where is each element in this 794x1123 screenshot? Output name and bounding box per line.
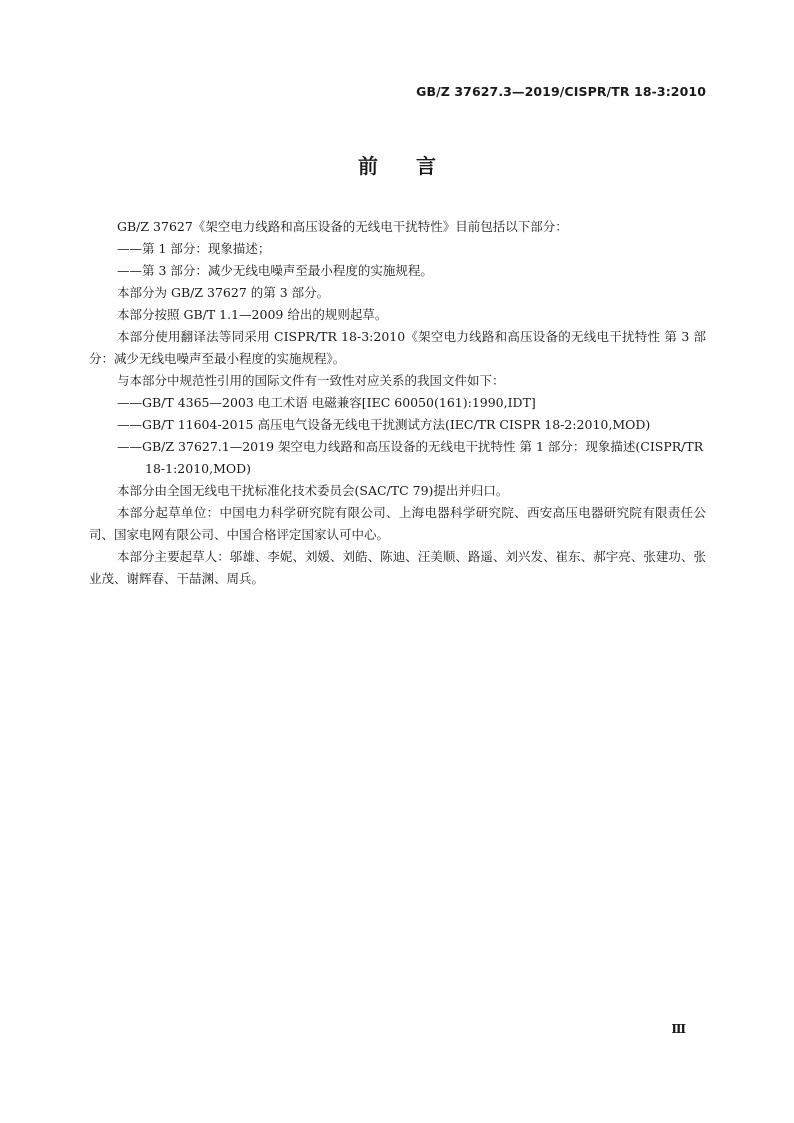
page-title: 前言	[358, 154, 474, 178]
reference-item-gbt11604: ——GB/T 11604-2015 高压电气设备无线电干扰测试方法(IEC/TR CISPR 18-2:2010,MOD)	[117, 417, 651, 432]
paragraph-intro: GB/Z 37627《架空电力线路和高压设备的无线电干扰特性》目前包括以下部分：	[117, 219, 568, 234]
paragraph-proposer: 本部分由全国无线电干扰标准化技术委员会(SAC/TC 79)提出并归口。	[117, 483, 509, 498]
paragraph-drafting-units: 本部分起草单位：中国电力科学研究院有限公司、上海电器科学研究院、西安高压电器研究院有限责任公司、国家电网有限公司、中国合格评定国家认可中心。	[89, 505, 706, 542]
foreword-body	[89, 216, 706, 590]
reference-item-gbt4365: ——GB/T 4365—2003 电工术语 电磁兼容[IEC 60050(161):1990,IDT]	[117, 395, 536, 410]
page-number: Ⅲ	[671, 1022, 686, 1036]
list-item-part3: ——第 3 部分：减少无线电噪声至最小程度的实施规程。	[117, 263, 433, 278]
paragraph-drafters: 本部分主要起草人：邬雄、李妮、刘媛、刘皓、陈迪、汪美顺、路遥、刘兴发、崔东、郝宇亮、张建功、张业茂、谢辉春、干喆渊、周兵。	[89, 549, 706, 586]
paragraph-drafting-rules: 本部分按照 GB/T 1.1—2009 给出的规则起草。	[117, 307, 388, 322]
paragraph-adoption: 本部分使用翻译法等同采用 CISPR/TR 18-3:2010《架空电力线路和高压设备的无线电干扰特性 第 3 部分：减少无线电噪声至最小程度的实施规程》。	[89, 329, 706, 366]
paragraph-references-intro: 与本部分中规范性引用的国际文件有一致性对应关系的我国文件如下：	[117, 373, 505, 388]
standard-number-header: GB/Z 37627.3—2019/CISPR/TR 18-3:2010	[416, 84, 706, 99]
reference-item-gbz37627-1: ——GB/Z 37627.1—2019 架空电力线路和高压设备的无线电干扰特性 第 1 部分：现象描述(CISPR/TR 18-1:2010,MOD)	[117, 439, 704, 476]
list-item-part1: ——第 1 部分：现象描述；	[117, 241, 271, 256]
paragraph-part-statement: 本部分为 GB/Z 37627 的第 3 部分。	[117, 285, 330, 300]
